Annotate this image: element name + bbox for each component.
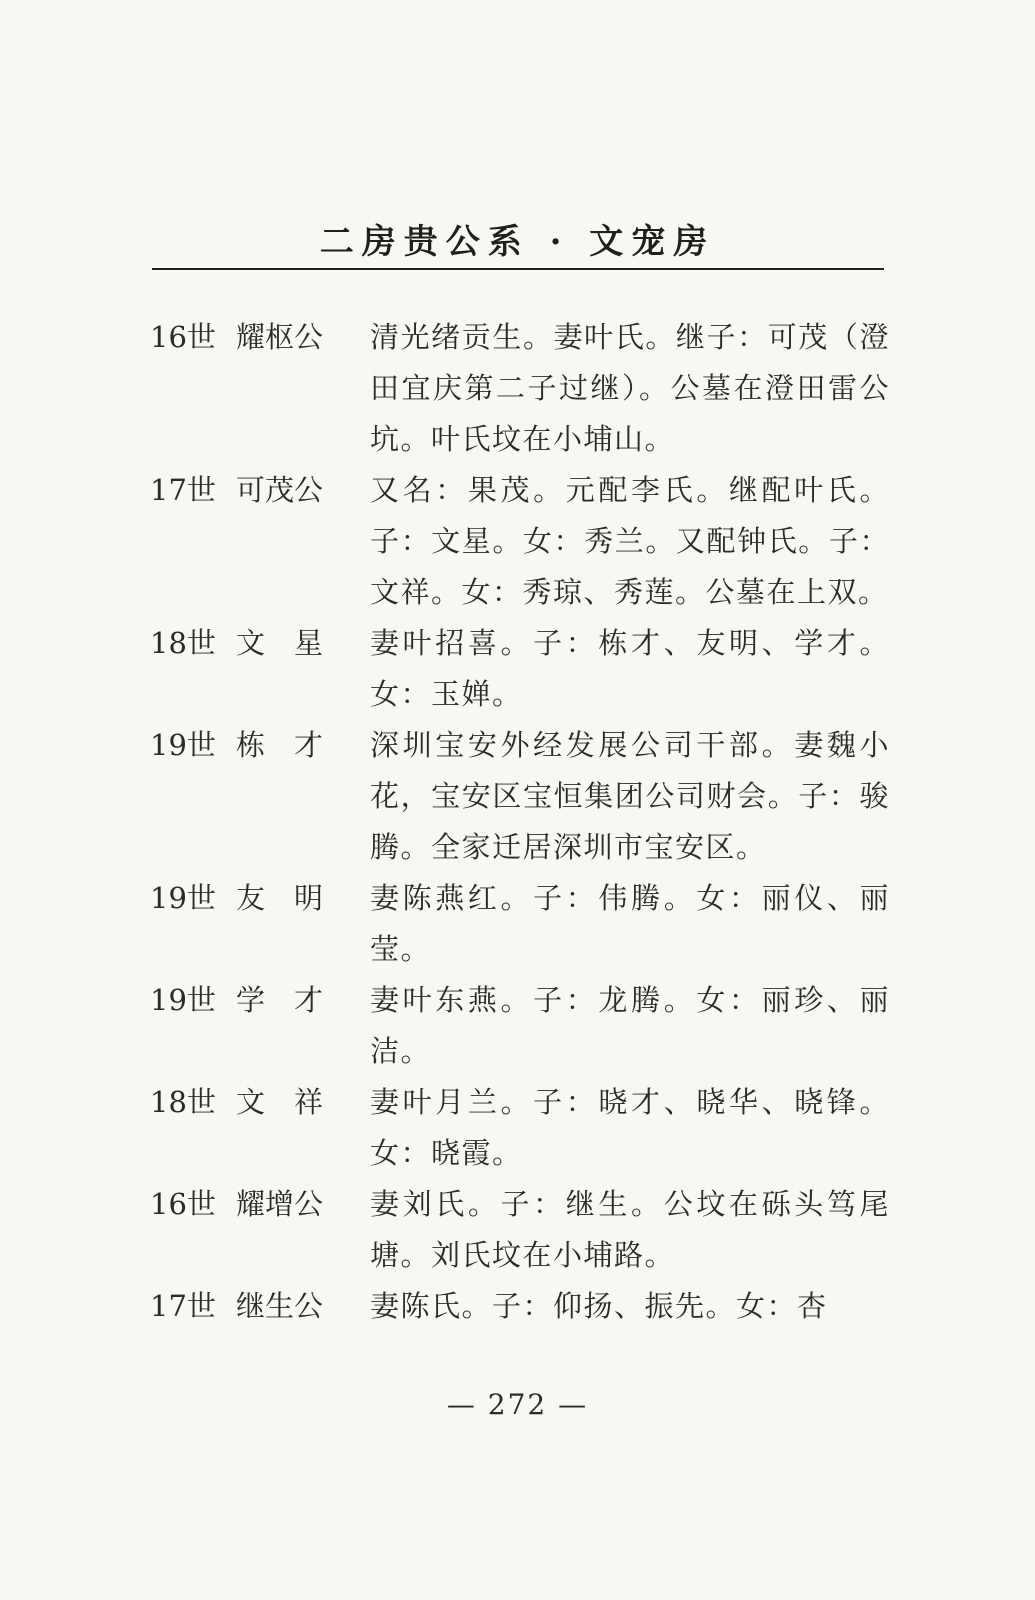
genealogy-entries: [150, 312, 890, 1332]
generation-label: 16世: [150, 320, 216, 354]
person-name: 可茂公: [236, 473, 324, 507]
entry-description: 清光绪贡生。妻叶氏。继子：可茂（澄田宜庆第二子过继）。公墓在澄田雷公坑。叶氏坟在小埔山。: [370, 320, 890, 456]
entry-5: [150, 873, 890, 975]
person-name: 学 才: [236, 983, 324, 1017]
entry-2: [150, 465, 890, 618]
entry-description: 妻刘氏。子：继生。公坟在砾头笃尾塘。刘氏坟在小埔路。: [370, 1187, 890, 1272]
header-rule: [152, 268, 884, 270]
entry-7: [150, 1077, 890, 1179]
generation-label: 19世: [150, 728, 216, 762]
entry-description: 妻陈燕红。子：伟腾。女：丽仪、丽莹。: [370, 881, 890, 966]
person-name: 耀枢公: [236, 320, 324, 354]
generation-label: 18世: [150, 626, 216, 660]
entry-9: [150, 1281, 890, 1332]
entry-description: 妻叶招喜。子：栋才、友明、学才。女：玉婵。: [370, 626, 890, 711]
entry-6: [150, 975, 890, 1077]
entry-8: [150, 1179, 890, 1281]
entry-description: 妻叶月兰。子：晓才、晓华、晓锋。女：晓霞。: [370, 1085, 890, 1170]
entry-4: [150, 720, 890, 873]
person-name: 友 明: [236, 881, 324, 915]
person-name: 继生公: [236, 1289, 324, 1323]
person-name: 耀增公: [236, 1187, 324, 1221]
person-name: 栋 才: [236, 728, 324, 762]
person-name: 文 祥: [236, 1085, 324, 1119]
generation-label: 19世: [150, 881, 216, 915]
generation-label: 18世: [150, 1085, 216, 1119]
entry-description: 深圳宝安外经发展公司干部。妻魏小花，宝安区宝恒集团公司财会。子：骏腾。全家迁居深圳市宝安区。: [370, 728, 890, 864]
page-header: 二房贵公系 · 文宠房: [319, 222, 716, 262]
entry-1: [150, 312, 890, 465]
person-name: 文 星: [236, 626, 324, 660]
generation-label: 17世: [150, 473, 216, 507]
page-number: — 272 —: [446, 1388, 589, 1421]
generation-label: 19世: [150, 983, 216, 1017]
entry-description: 妻陈氏。子：仰扬、振先。女：杏: [370, 1289, 828, 1323]
entry-3: [150, 618, 890, 720]
entry-description: 妻叶东燕。子：龙腾。女：丽珍、丽洁。: [370, 983, 890, 1068]
generation-label: 17世: [150, 1289, 216, 1323]
entry-description: 又名：果茂。元配李氏。继配叶氏。子：文星。女：秀兰。又配钟氏。子：文祥。女：秀琼、秀莲。公墓在上双。: [370, 473, 890, 609]
generation-label: 16世: [150, 1187, 216, 1221]
